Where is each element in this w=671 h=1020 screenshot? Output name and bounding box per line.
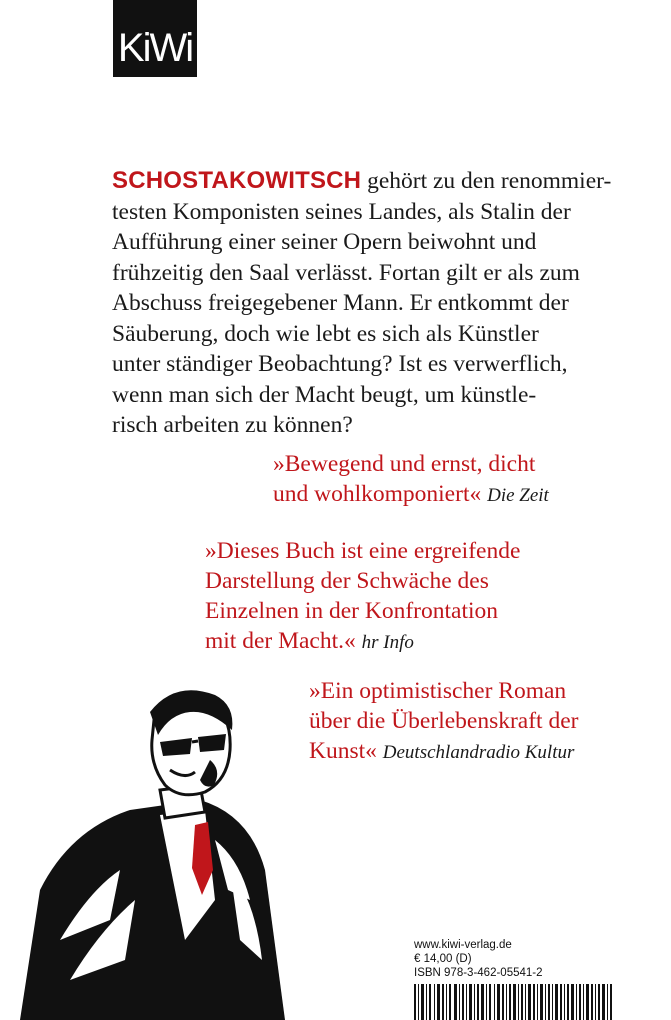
isbn: ISBN 978-3-462-05541-2 (414, 967, 543, 979)
logo-text: KiWi (117, 26, 193, 70)
price: € 14,00 (D) (414, 953, 472, 965)
blurb-text (112, 166, 617, 441)
blurb-lead: SCHOSTAKOWITSCH (112, 167, 362, 194)
blurb-line: Säuberung, doch wie lebt es sich als Künstler (112, 320, 539, 347)
quote-source: Die Zeit (487, 485, 549, 506)
publisher-logo (113, 0, 197, 77)
blurb-line: wenn man sich der Macht beugt, um künstle- (112, 381, 537, 408)
blurb-line: risch arbeiten zu können? (112, 412, 353, 438)
blurb-line: Abschuss freigegebener Mann. Er entkommt der (112, 290, 569, 316)
blurb-line: testen Komponisten seines Landes, als Stalin der (112, 198, 571, 225)
man-in-coat-illustration (0, 640, 330, 1020)
blurb-line: frühzeitig den Saal verlässt. Fortan gilt er als zum (112, 259, 580, 286)
barcode-icon (410, 984, 615, 1020)
quote-line: »Bewegend und ernst, dicht (273, 451, 536, 477)
quote-line: und wohlkomponiert« Die Zeit (273, 481, 549, 507)
blurb-line: Aufführung einer seiner Opern beiwohnt und (112, 229, 537, 255)
press-quote-die-zeit (273, 449, 613, 511)
blurb-line: SCHOSTAKOWITSCH gehört zu den renommier- (112, 167, 612, 194)
blurb-line: unter ständiger Beobachtung? Ist es verwerflich, (112, 351, 568, 377)
quote-line: mit der Macht.« hr Info (205, 628, 414, 654)
quote-line: über die Überlebenskraft der (309, 708, 579, 734)
quote-source: hr Info (361, 632, 414, 653)
quote-source: Deutschlandradio Kultur (382, 742, 575, 763)
quote-line: »Ein optimistischer Roman (309, 678, 567, 704)
quote-line: Kunst« Deutschlandradio Kultur (309, 738, 575, 764)
press-quote-deutschlandradio (309, 676, 649, 768)
quote-line: Einzelnen in der Konfrontation (205, 598, 499, 624)
quote-line: Darstellung der Schwäche des (205, 568, 489, 594)
publisher-website[interactable]: www.kiwi-verlag.de (414, 939, 512, 951)
quote-line: »Dieses Buch ist eine ergreifende (205, 538, 521, 564)
imprint-block (410, 938, 615, 1020)
